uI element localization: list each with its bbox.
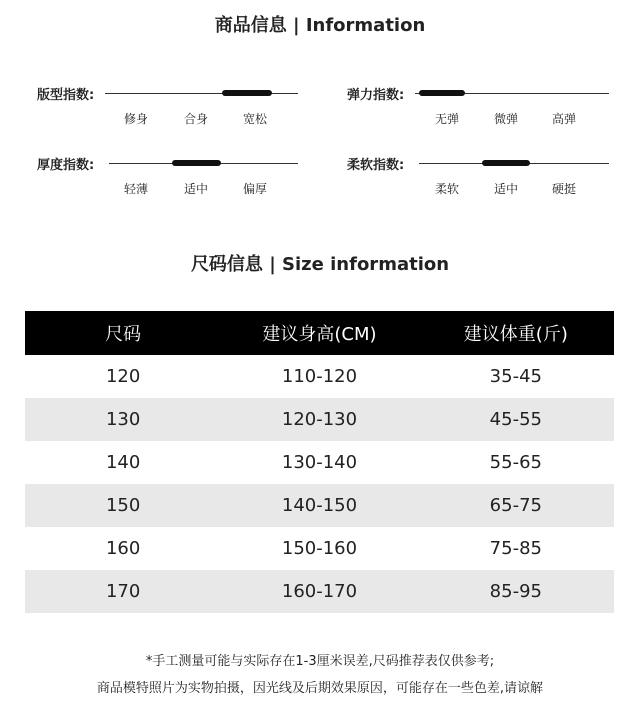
cell-height: 160-170 <box>221 570 417 613</box>
cell-weight: 35-45 <box>489 366 542 387</box>
table-row <box>25 570 614 613</box>
table-row <box>25 441 614 484</box>
cell-size: 170 <box>25 570 221 613</box>
cell-size: 130 <box>25 398 221 441</box>
size-info-title: 尺码信息 | Size information <box>190 254 450 275</box>
table-row <box>25 355 614 398</box>
fit-index-label: 版型指数: <box>37 88 95 103</box>
elasticity-option-slight: 微弹 <box>493 112 519 126</box>
cell-weight: 85-95 <box>418 570 614 613</box>
cell-height: 120-130 <box>221 398 417 441</box>
softness-index-marker <box>482 160 530 166</box>
cell-height: 110-120 <box>281 366 358 387</box>
measurement-note: *手工测量可能与实际存在1-3厘米误差,尺码推荐表仅供参考; <box>145 654 495 669</box>
fit-index <box>37 84 337 144</box>
elasticity-option-none: 无弹 <box>434 112 460 126</box>
cell-height: 140-150 <box>221 484 417 527</box>
thickness-index <box>37 154 337 214</box>
cell-weight: 65-75 <box>418 484 614 527</box>
elasticity-index-marker <box>419 90 465 96</box>
thickness-option-thick: 偏厚 <box>242 182 268 196</box>
fit-option-loose: 宽松 <box>242 112 268 126</box>
fit-index-marker <box>222 90 272 96</box>
size-table <box>25 311 614 613</box>
cell-height: 150-160 <box>281 538 358 559</box>
table-row <box>25 398 614 441</box>
thickness-index-marker <box>172 160 221 166</box>
elasticity-option-high: 高弹 <box>551 112 577 126</box>
thickness-option-medium: 适中 <box>183 182 209 196</box>
thickness-option-thin: 轻薄 <box>123 182 149 196</box>
softness-index-label: 柔软指数: <box>347 158 405 173</box>
cell-weight: 75-85 <box>489 538 542 559</box>
product-info-title: 商品信息 | Information <box>214 15 426 36</box>
elasticity-index-label: 弹力指数: <box>347 88 405 103</box>
fit-option-slim: 修身 <box>123 112 149 126</box>
softness-option-soft: 柔软 <box>434 182 460 196</box>
cell-size: 150 <box>25 484 221 527</box>
header-size: 尺码 <box>25 311 221 355</box>
cell-size: 160 <box>105 538 141 559</box>
fit-option-regular: 合身 <box>183 112 209 126</box>
header-weight: 建议体重(斤) <box>418 311 614 355</box>
cell-height: 130-140 <box>281 452 358 473</box>
softness-option-medium: 适中 <box>493 182 519 196</box>
header-height: 建议身高(CM) <box>221 311 417 355</box>
elasticity-index <box>347 84 640 144</box>
cell-size: 140 <box>105 452 141 473</box>
color-difference-note: 商品模特照片为实物拍摄，因光线及后期效果原因，可能存在一些色差,请谅解 <box>96 681 544 696</box>
size-table-header <box>25 311 614 355</box>
cell-weight: 55-65 <box>489 452 542 473</box>
table-row <box>25 527 614 570</box>
thickness-index-label: 厚度指数: <box>37 158 95 173</box>
cell-weight: 45-55 <box>418 398 614 441</box>
softness-index <box>347 154 640 214</box>
softness-option-stiff: 硬挺 <box>551 182 577 196</box>
cell-size: 120 <box>105 366 141 387</box>
table-row <box>25 484 614 527</box>
